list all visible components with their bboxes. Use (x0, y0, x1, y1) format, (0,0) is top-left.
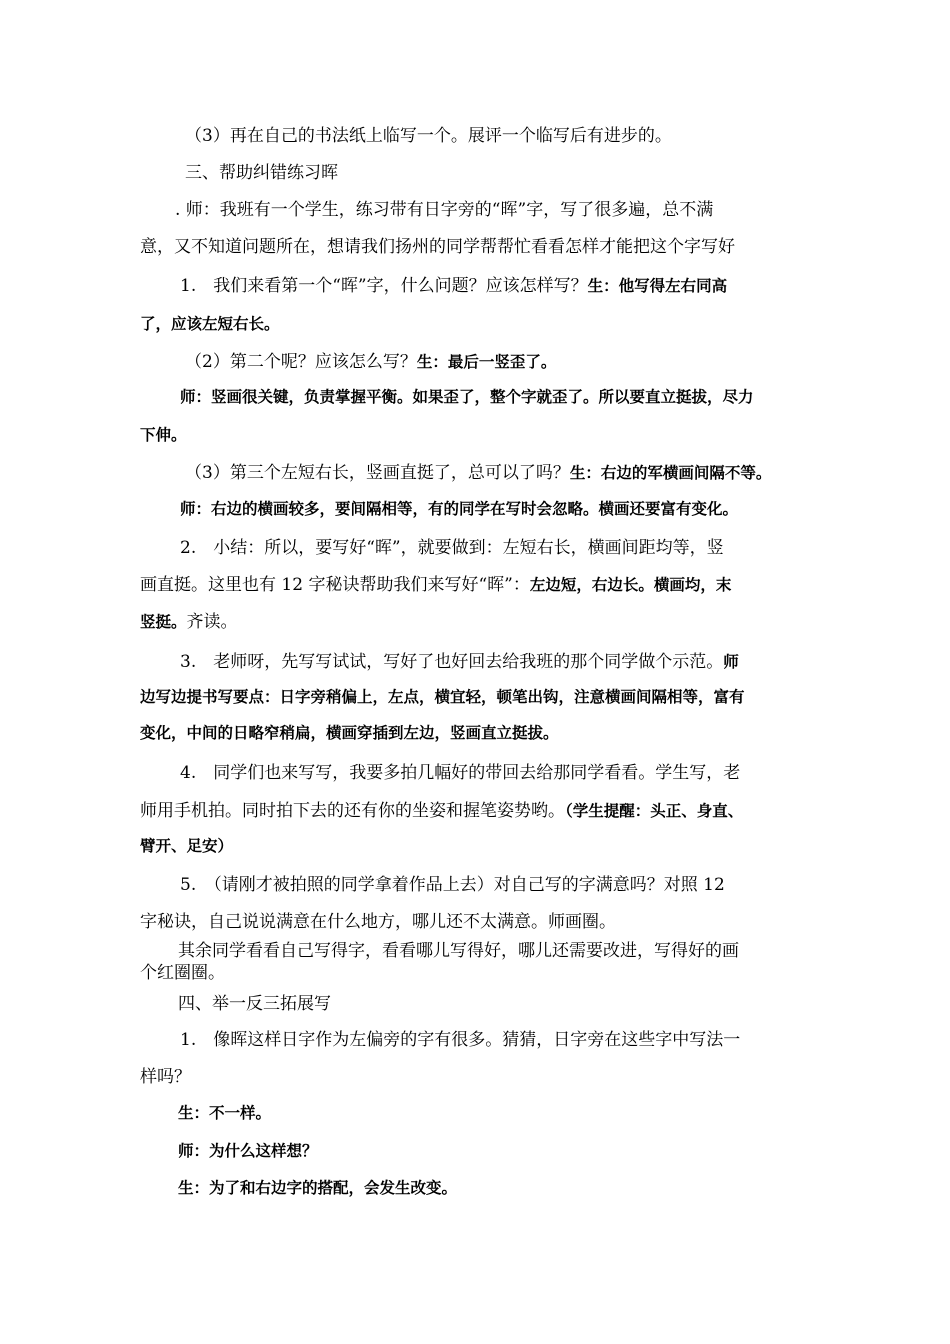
text-segment: 2. 小结：所以，要写好“晖”，就要做到：左短右长，横画间距均等，竖 (180, 538, 724, 558)
text-segment: 3. 老师呀，先写写试试，写好了也好回去给我班的那个同学做个示范。 (180, 652, 724, 672)
text-segment: 个红圈圈。 (140, 963, 225, 983)
text-line (140, 907, 616, 932)
text-segment: 画直挺。这里也有 12 字秘诀帮助我们来写好“晖”： (140, 575, 530, 595)
text-line (180, 497, 738, 519)
text-segment: 齐读。 (186, 612, 238, 632)
text-line (140, 607, 238, 632)
text-line (140, 685, 745, 707)
text-line (140, 834, 233, 856)
section-heading (178, 989, 331, 1014)
text-segment: （3）再在自己的书法纸上临写一个。展评一个临写后有进步的。 (185, 126, 672, 146)
text-segment: 生：他写得左右同高 (587, 277, 728, 295)
text-segment: 师用手机拍。同时拍下去的还有你的坐姿和握笔姿势哟。 (140, 801, 565, 821)
text-segment: 5. （请刚才被拍照的同学拿着作品上去）对自己写的字满意吗？对照 12 (180, 875, 725, 895)
text-line (180, 385, 754, 407)
text-segment: 生：不一样。 (178, 1104, 272, 1122)
text-segment: 师 (723, 653, 739, 671)
text-segment: 字秘诀，自己说说满意在什么地方，哪儿还不太满意。师画圈。 (140, 912, 616, 932)
text-segment: . 师：我班有一个学生，练习带有日字旁的“晖”字，写了很多遍，总不满 (175, 200, 714, 220)
text-segment: （3）第三个左短右长，竖画直挺了，总可以了吗？ (185, 463, 570, 483)
text-segment: 1. 像晖这样日字作为左偏旁的字有很多。猜猜，日字旁在这些字中写法一 (180, 1030, 741, 1050)
text-segment: 四、举一反三拓展写 (178, 994, 331, 1014)
text-line (140, 958, 225, 983)
text-line (185, 458, 771, 483)
text-segment: （学生提醒：头正、身直、 (565, 802, 744, 820)
text-segment: 生：最后一竖歪了。 (416, 353, 557, 371)
text-segment: 4. 同学们也来写写，我要多拍几幅好的带回去给那同学看看。学生写，老 (180, 763, 741, 783)
text-segment: 变化，中间的日略窄稍扁，横画穿插到左边，竖画直立挺拔。 (140, 724, 559, 742)
text-segment: 意，又不知道问题所在，想请我们扬州的同学帮帮忙看看怎样才能把这个字写好 (140, 237, 735, 257)
text-line (178, 1176, 457, 1198)
text-segment: 三、帮助纠错练习晖 (185, 163, 338, 183)
text-line (140, 570, 731, 595)
text-segment: 其余同学看看自己写得字，看看哪儿写得好，哪儿还需要改进，写得好的画 (178, 941, 739, 961)
text-line (140, 312, 280, 334)
text-segment: 左边短，右边长。横画均，末 (529, 576, 732, 594)
text-segment: 下伸。 (140, 426, 187, 444)
text-line (175, 195, 713, 220)
text-segment: 师：竖画很关键，负责掌握平衡。如果歪了，整个字就歪了。所以要直立挺拔，尽力 (180, 388, 754, 406)
text-line (178, 1101, 271, 1123)
text-line (140, 423, 187, 445)
text-line (178, 1139, 318, 1161)
text-line (185, 347, 556, 372)
text-segment: （2）第二个呢？应该怎么写？ (185, 352, 417, 372)
text-segment: 师：为什么这样想？ (178, 1142, 318, 1160)
text-line (140, 232, 735, 257)
text-line (180, 533, 724, 558)
text-segment: 生：为了和右边字的搭配，会发生改变。 (178, 1179, 458, 1197)
text-segment: 竖挺。 (140, 613, 187, 631)
text-line (180, 647, 739, 672)
text-line (180, 870, 725, 895)
text-line (180, 1025, 740, 1050)
text-line (140, 796, 743, 821)
text-segment: 1. 我们来看第一个“晖”字，什么问题？应该怎样写？ (180, 276, 588, 296)
text-line (140, 721, 559, 743)
text-line (185, 121, 672, 146)
text-segment: 了，应该左短右长。 (140, 315, 280, 333)
text-line (180, 758, 740, 783)
text-line (140, 1062, 191, 1087)
text-line (180, 271, 727, 296)
text-line (178, 936, 739, 961)
text-segment: 边写边提书写要点：日字旁稍偏上，左点，横宜轻，顿笔出钩，注意横画间隔相等，富有 (140, 688, 745, 706)
text-segment: 样吗？ (140, 1067, 191, 1087)
text-segment: 臂开、足安） (140, 837, 234, 855)
section-heading (185, 158, 338, 183)
text-segment: 生：右边的军横画间隔不等。 (569, 464, 772, 482)
text-segment: 师：右边的横画较多，要间隔相等，有的同学在写时会忽略。横画还要富有变化。 (180, 500, 739, 518)
